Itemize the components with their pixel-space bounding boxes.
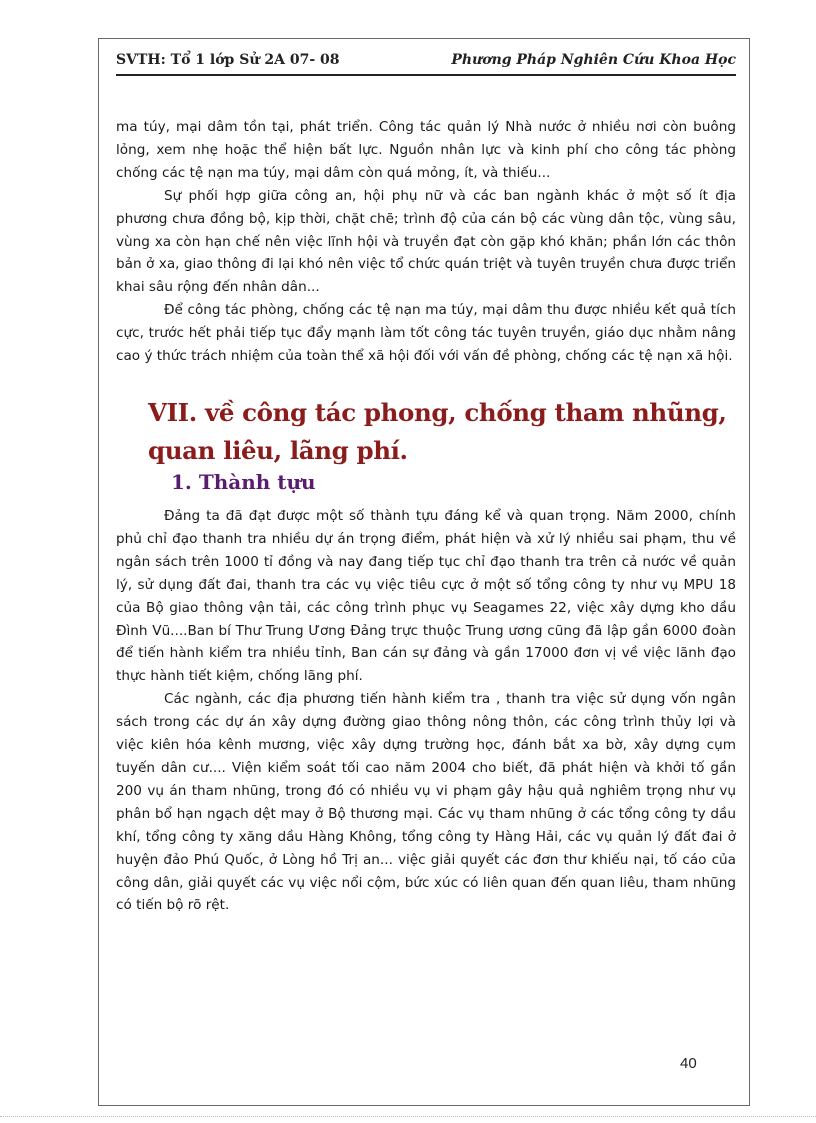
paragraph: Để công tác phòng, chống các tệ nạn ma túy, mại dâm thu được nhiều kết quả tích cực, trước hết phải tiếp tục đẩy mạnh làm tốt công tác tuyên truyền, giáo dục nhằm nâng cao ý thức trách nhiệm của toàn thể xã hội đối với vấn đề phòng, chống các tệ nạn xã hội. [116,302,736,365]
paragraph: ma túy, mại dâm tồn tại, phát triển. Công tác quản lý Nhà nước ở nhiều nơi còn buông lỏng, xem nhẹ hoặc thể hiện bất lực. Nguồn nhân lực và kinh phí cho công tác phòng chống các tệ nạn ma túy, mại dâm còn quá mỏng, ít, và thiếu... [116,119,736,181]
subsection-heading: 1. Thành tựu [171,470,316,494]
body-text-bottom [116,505,736,917]
paragraph: Các ngành, các địa phương tiến hành kiểm tra , thanh tra việc sử dụng vốn ngân sách trong các dự án xây dựng đường giao thông nông thôn, các công trình thủy lợi và việc kiên hóa kênh mương, việc xây dựng trường học, đánh bắt xa bờ, xây dựng cụm tuyến dân cư.... Viện kiểm soát tối cao năm 2004 cho biết, đã phát hiện và khởi tố gần 200 vụ án tham nhũng, trong đó có nhiều vụ vi phạm gây hậu quả nghiêm trọng như vụ phân bổ hạn ngạch dệt may ở Bộ thương mại. Các vụ tham nhũng ở các tổng công ty dầu khí, tổng công ty xăng dầu Hàng Không, tổng công ty Hàng Hải, các vụ quản lý đất đai ở huyện đảo Phú Quốc, ở Lòng hồ Trị an... việc giải quyết các đơn thư khiếu nại, tố cáo của công dân, giải quyết các vụ việc nổi cộm, bức xúc có liên quan đến quan liêu, tham nhũng có tiến bộ rõ rệt. [116,691,736,914]
paragraph: Đảng ta đã đạt được một số thành tựu đáng kể và quan trọng. Năm 2000, chính phủ chỉ đạo thanh tra nhiều dự án trọng điểm, phát hiện và xử lý nhiều sai phạm, thu về ngân sách trên 1000 tỉ đồng và nay đang tiếp tục chỉ đạo thanh tra trên cả nước về quản lý, sử dụng đất đai, thanh tra các vụ việc tiêu cực ở một số tổng công ty như vụ MPU 18 của Bộ giao thông vận tải, các công trình phục vụ Seagames 22, việc xây dựng kho dầu Đình Vũ....Ban bí Thư Trung Ương Đảng trực thuộc Trung ương cũng đã lập gần 6000 đoàn để tiến hành kiểm tra nhiều tỉnh, Ban cán sự đảng và gần 17000 đơn vị về việc lãnh đạo thực hành tiết kiệm, chống lãng phí. [116,508,736,685]
body-text-top [116,116,736,368]
bottom-divider [0,1116,816,1117]
paragraph: Sự phối hợp giữa công an, hội phụ nữ và các ban ngành khác ở một số ít địa phương chưa đồng bộ, kịp thời, chặt chẽ; trình độ của cán bộ các vùng dân tộc, vùng sâu, vùng xa còn hạn chế nên việc lĩnh hội và truyền đạt còn gặp khó khăn; phần lớn các thôn bản ở xa, giao thông đi lại khó nên việc tổ chức quán triệt và tuyên truyền chưa được triển khai sâu rộng đến nhân dân... [116,187,736,296]
header-divider [116,74,736,76]
header-author: SVTH: Tổ 1 lớp Sử 2A 07- 08 [116,52,340,68]
header-course-title: Phương Pháp Nghiên Cứu Khoa Học [451,52,736,68]
section-heading: VII. về công tác phong, chống tham nhũng, quan liêu, lãng phí. [148,398,727,465]
page-header [116,50,736,74]
page-number: 40 [680,1055,697,1072]
